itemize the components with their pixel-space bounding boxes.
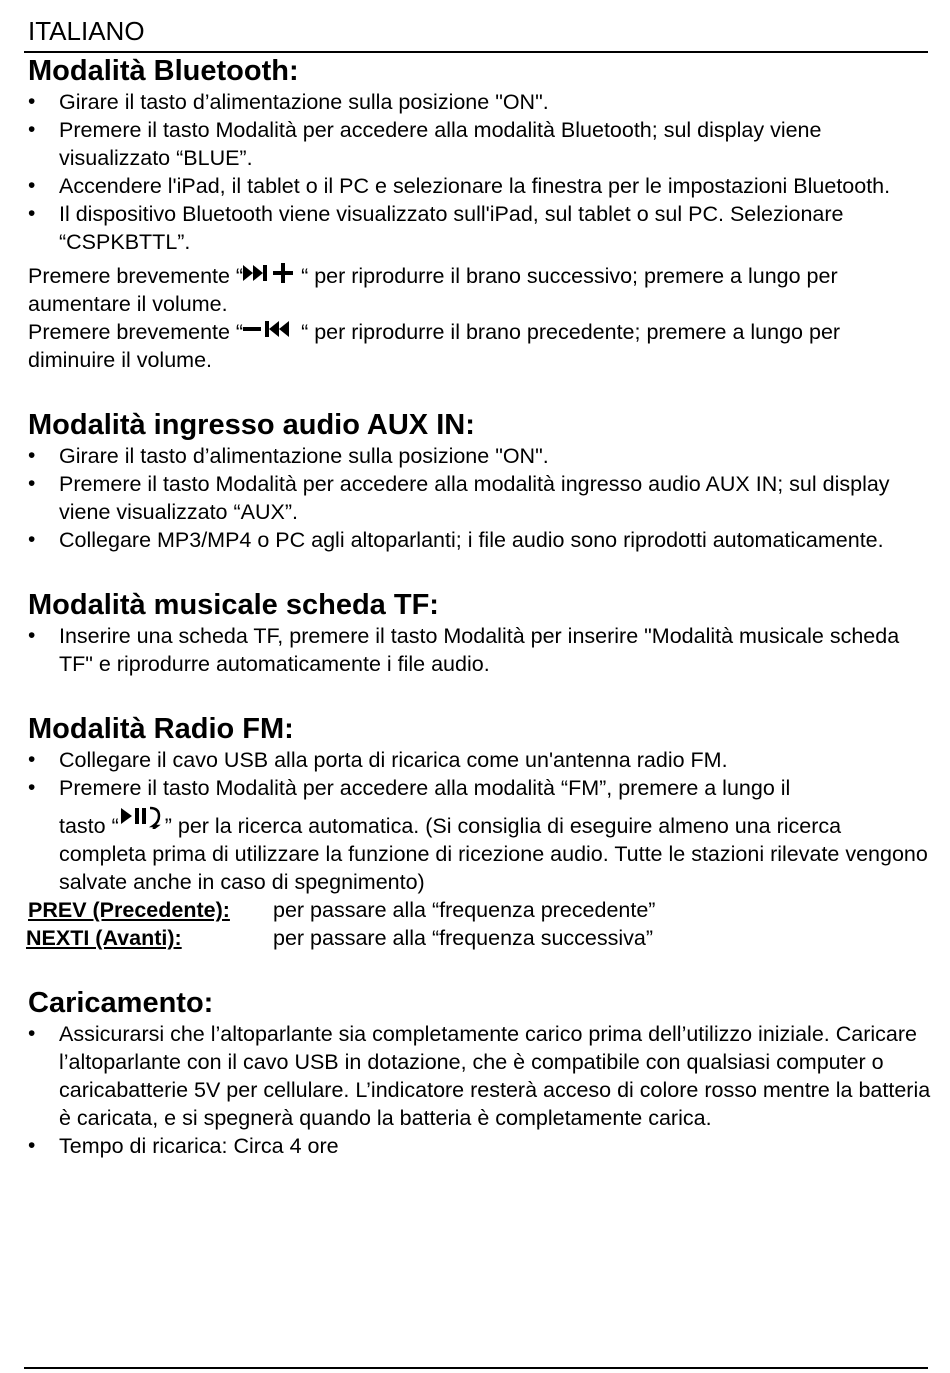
minus-previous-track-icon [243, 319, 295, 339]
fm-bullet-pre: tasto “ [59, 814, 119, 838]
list-item: • Girare il tasto d’alimentazione sulla posizione "ON". [28, 88, 932, 116]
bluetooth-list [28, 88, 932, 256]
next-pre-text: Premere brevemente “ [28, 264, 244, 288]
next-track-plus-icon [243, 263, 295, 283]
aux-list [28, 442, 932, 554]
list-item: • Assicurarsi che l’altoparlante sia completamente carico prima dell’utilizzo iniziale. Caricare l’altoparlante con il cavo USB in dotazione, che è compatibile con qualsiasi computer o caricabatterie 5V per cellulare. L’indicatore resterà acceso di colore rosso mentre la batteria è caricata, e si spegnerà quando la batteria è completamente carica. [28, 1020, 932, 1132]
list-item: • Girare il tasto d’alimentazione sulla posizione "ON". [28, 442, 932, 470]
aux-heading: Modalità ingresso audio AUX IN: [28, 409, 475, 441]
list-item: • Accendere l'iPad, il tablet o il PC e selezionare la finestra per le impostazioni Bluetooth. [28, 172, 932, 200]
prev-row [28, 896, 932, 924]
top-divider [24, 51, 928, 53]
fm-list [28, 746, 932, 896]
prev-definition: per passare alla “frequenza precedente” [273, 898, 656, 922]
prev-term: PREV (Precedente): [28, 898, 230, 922]
prev-pre-text: Premere brevemente “ [28, 320, 244, 344]
fm-controls [28, 896, 932, 952]
content [28, 54, 932, 1160]
list-item: • Tempo di ricarica: Circa 4 ore [28, 1132, 932, 1160]
list-item: • Collegare il cavo USB alla porta di ricarica come un'antenna radio FM. [28, 746, 932, 774]
next-row [28, 924, 932, 952]
next-term: NEXTI (Avanti): [26, 926, 182, 950]
fm-bullet-line1: Premere il tasto Modalità per accedere alla modalità “FM”, premere a lungo il [59, 776, 791, 800]
list-item: • Premere il tasto Modalità per accedere alla modalità Bluetooth; sul display viene visualizzato “BLUE”. [28, 116, 932, 172]
list-item [28, 774, 932, 896]
next-track-instruction [28, 262, 932, 318]
prev-track-instruction [28, 318, 932, 374]
bluetooth-heading: Modalità Bluetooth: [28, 55, 299, 87]
tf-heading: Modalità musicale scheda TF: [28, 589, 439, 621]
list-item: • Premere il tasto Modalità per accedere alla modalità ingresso audio AUX IN; sul display viene visualizzato “AUX”. [28, 470, 932, 526]
list-item: • Collegare MP3/MP4 o PC agli altoparlanti; i file audio sono riprodotti automaticamente. [28, 526, 932, 554]
charging-list [28, 1020, 932, 1160]
charging-heading: Caricamento: [28, 987, 214, 1019]
list-item: • Inserire una scheda TF, premere il tasto Modalità per inserire "Modalità musicale scheda TF" e riprodurre automaticamente i file audio. [28, 622, 932, 678]
language-label: ITALIANO [28, 16, 145, 46]
next-post-text: “ per riprodurre il brano successivo; premere a lungo per aumentare il volume. [28, 264, 838, 316]
prev-post-text: “ per riprodurre il brano precedente; premere a lungo per diminuire il volume. [28, 320, 841, 372]
list-item: • Il dispositivo Bluetooth viene visualizzato sull'iPad, sul tablet o sul PC. Selezionare “CSPKBTTL”. [28, 200, 932, 256]
fm-bullet-post: ” per la ricerca automatica. (Si consiglia di eseguire almeno una ricerca completa prima di utilizzare la funzione di ricezione audio. Tutte le stazioni rilevate vengono salvate anche in caso di spegnimento) [59, 814, 928, 894]
fm-heading: Modalità Radio FM: [28, 713, 294, 745]
play-pause-scan-icon [119, 805, 165, 829]
tf-list [28, 622, 932, 678]
next-definition: per passare alla “frequenza successiva” [273, 926, 654, 950]
bottom-divider [24, 1367, 928, 1369]
